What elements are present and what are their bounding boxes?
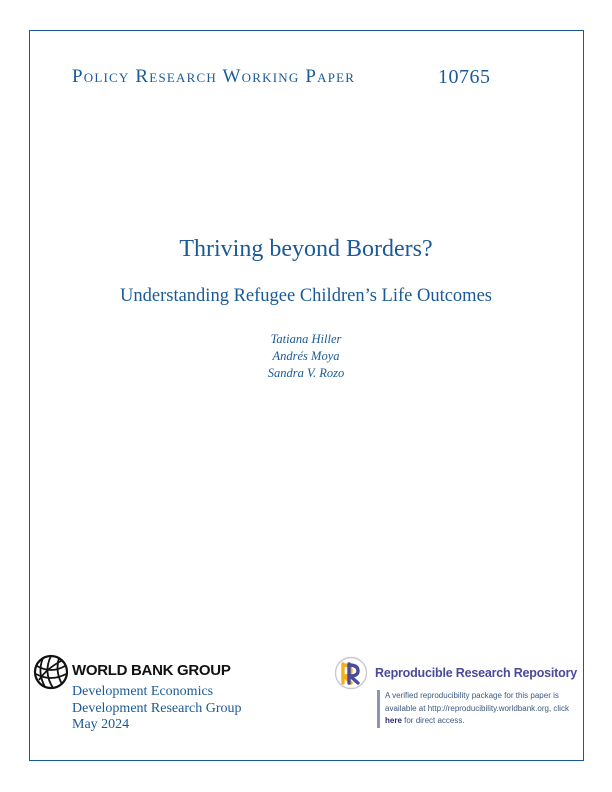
author-name: Tatiana Hiller (270, 332, 342, 346)
page-border (29, 30, 584, 761)
department-line: Development Economics (72, 684, 214, 699)
note-text: A verified reproducibility package for this paper is available at http://reproducibility.worldbank.org, click (385, 691, 569, 713)
department-line: Development Research Group (72, 700, 242, 716)
rr-logo-icon (334, 656, 368, 690)
series-title: Policy Research Working Paper (72, 66, 356, 87)
publication-date: May 2024 (72, 717, 130, 732)
note-text-end: for direct access. (401, 716, 465, 725)
author-name: Andrés Moya (272, 349, 340, 363)
author-list (0, 331, 612, 382)
note-divider (377, 690, 380, 728)
paper-number: 10765 (438, 66, 491, 88)
department-info (72, 684, 242, 734)
paper-subtitle: Understanding Refugee Children’s Life Outcomes (120, 286, 492, 306)
repository-note (385, 690, 581, 728)
here-link[interactable]: here (385, 716, 402, 725)
organization-name: WORLD BANK GROUP (72, 662, 231, 679)
paper-title: Thriving beyond Borders? (179, 236, 433, 262)
author-name: Sandra V. Rozo (267, 366, 345, 380)
repository-name: Reproducible Research Repository (375, 666, 577, 680)
globe-icon (33, 654, 69, 690)
